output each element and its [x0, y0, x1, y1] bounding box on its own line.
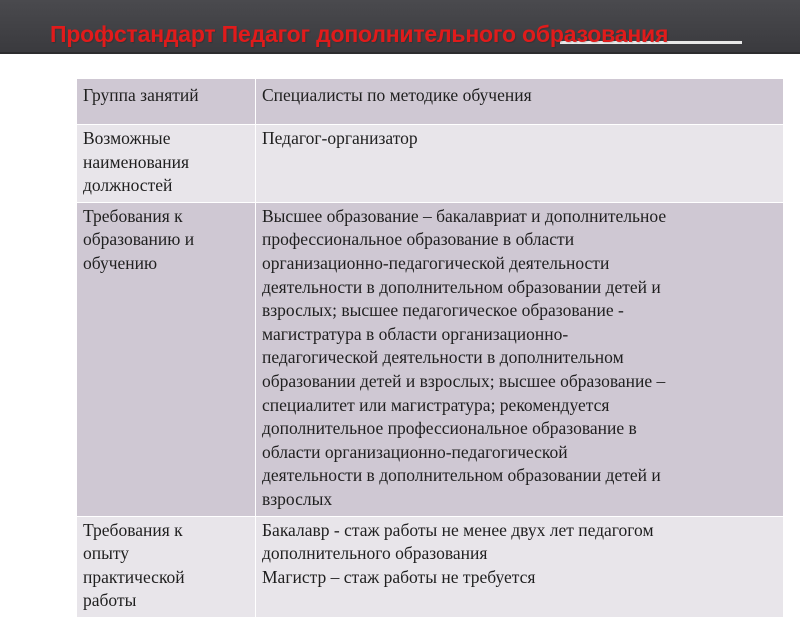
- row-value-cell: [256, 202, 784, 516]
- row-value-line: области организационно-педагогической: [262, 441, 568, 462]
- row-label-line: образованию и: [83, 229, 195, 250]
- row-label-line: наименования: [83, 151, 190, 172]
- row-value-cell: [256, 516, 784, 617]
- row-label-line: обучению: [83, 252, 158, 273]
- row-value-line: дополнительного образования: [262, 543, 488, 564]
- row-label-line: Требования к: [83, 519, 183, 540]
- row-label-line: работы: [83, 590, 137, 611]
- row-value-line: Педагог-организатор: [262, 128, 418, 148]
- table-row-experience-requirements: [77, 516, 784, 617]
- row-label-line: опыту: [83, 543, 130, 564]
- row-value-line: деятельности в дополнительном образовании детей и: [262, 465, 661, 486]
- row-label-line: практической: [83, 566, 185, 587]
- row-value-line: Магистр – стаж работы не требуется: [262, 566, 536, 587]
- row-label-cell: [77, 125, 256, 203]
- row-label-line: должностей: [83, 175, 173, 196]
- row-value-line: дополнительное профессиональное образование в: [262, 418, 637, 439]
- table-row-job-titles: [77, 125, 784, 203]
- row-label-cell: [77, 202, 256, 516]
- row-value-line: Специалисты по методике обучения: [262, 85, 532, 105]
- requirements-table: [76, 78, 784, 618]
- table-row-occupation-group: [77, 79, 784, 125]
- row-label-cell: [77, 516, 256, 617]
- header-divider: [0, 52, 800, 54]
- row-label-line: Возможные: [83, 128, 171, 148]
- slide-title: Профстандарт Педагог дополнительного образования: [50, 21, 669, 47]
- row-value-line: магистратура в области организационно-: [262, 323, 569, 344]
- row-value-line: образовании детей и взрослых; высшее образование –: [262, 370, 666, 391]
- row-value-line: взрослых; высшее педагогическое образование -: [262, 300, 624, 321]
- row-value-line: профессиональное образование в области: [262, 229, 575, 250]
- row-value-line: Бакалавр - стаж работы не менее двух лет педагогом: [262, 519, 654, 540]
- row-value-cell: [256, 79, 784, 125]
- row-value-cell: [256, 125, 784, 203]
- row-value-line: взрослых: [262, 488, 333, 509]
- row-label-line: Требования к: [83, 205, 183, 226]
- row-label-line: Группа занятий: [83, 85, 199, 105]
- table-row-education-requirements: [77, 202, 784, 516]
- row-label-cell: [77, 79, 256, 125]
- row-value-line: Высшее образование – бакалавриат и дополнительное: [262, 205, 667, 226]
- row-value-line: специалитет или магистратура; рекомендуется: [262, 394, 610, 415]
- row-value-line: организационно-педагогической деятельности: [262, 252, 610, 273]
- row-value-line: педагогической деятельности в дополнительном: [262, 347, 624, 368]
- row-value-line: деятельности в дополнительном образовании детей и: [262, 276, 661, 297]
